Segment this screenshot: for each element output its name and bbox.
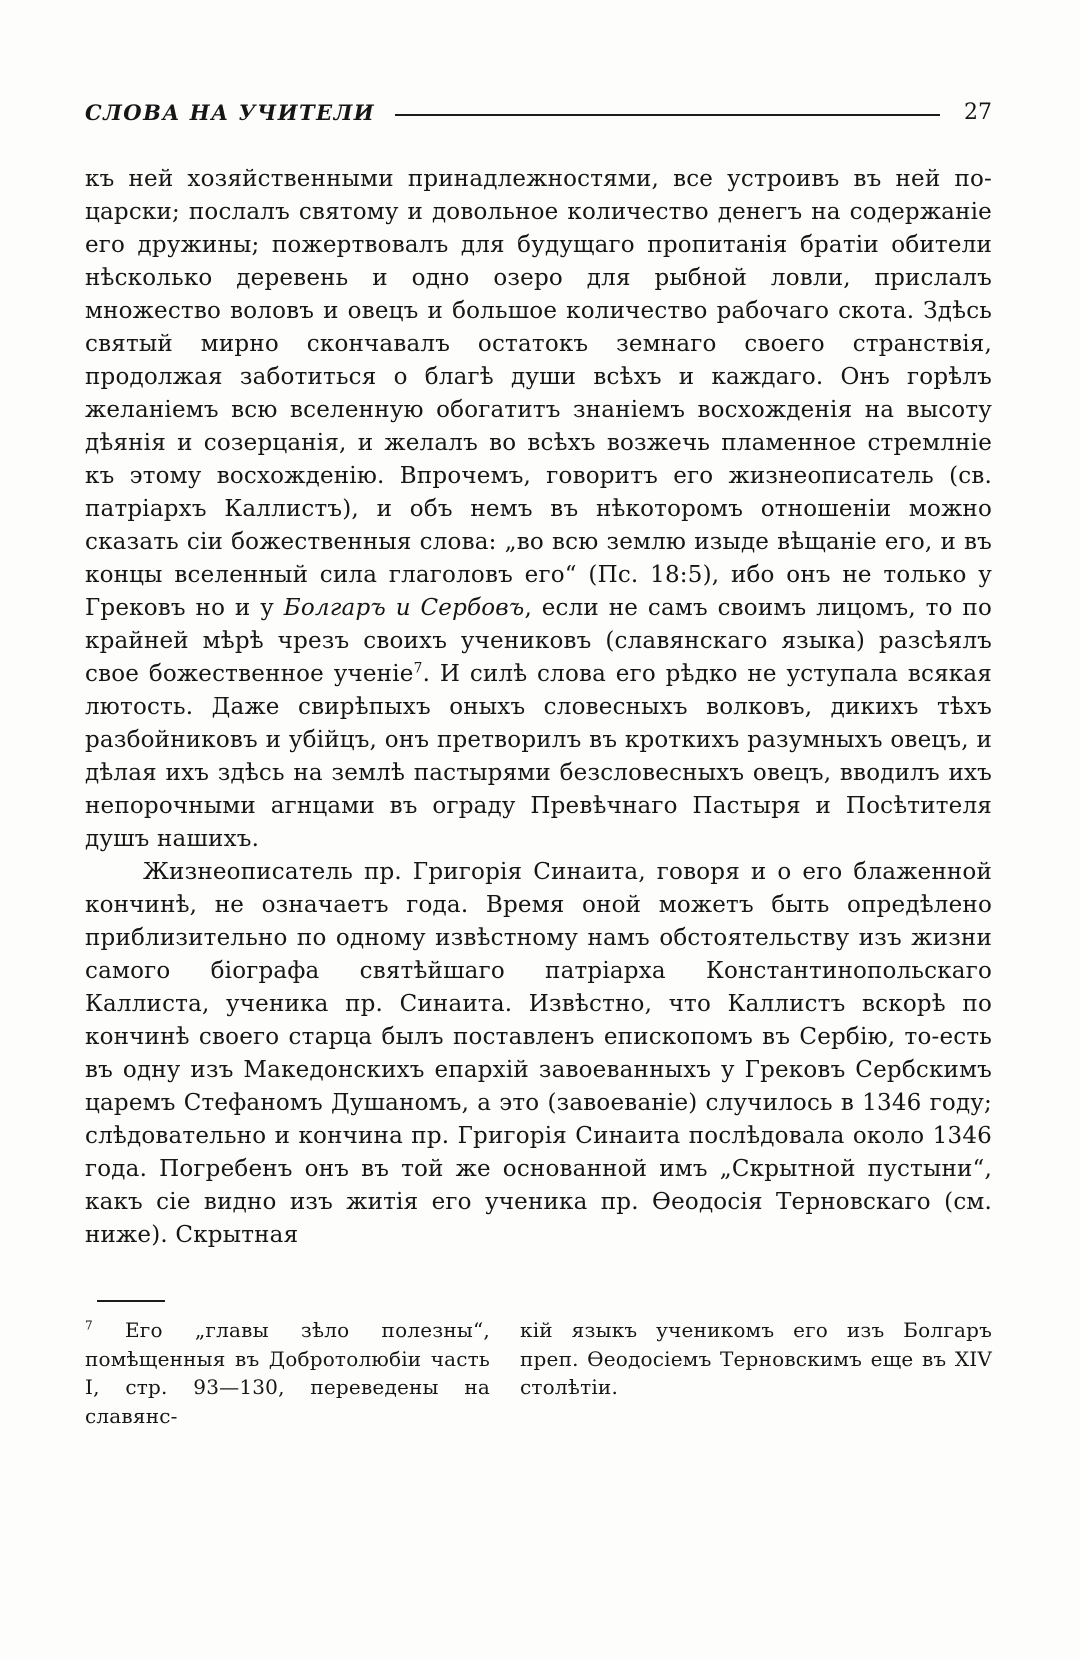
footnote-right-column: [520, 1316, 992, 1430]
text-run: Болгаръ и Сербовъ: [283, 595, 525, 621]
text-run: Его „главы зѣло полезны“, помѣщенныя въ Добротолюбіи часть I, стр. 93—130, переведены на славянс-: [85, 1318, 490, 1428]
paragraph: [85, 856, 992, 1252]
text-run: . И силѣ слова его рѣдко не уступала всякая лютость. Даже свирѣпыхъ оныхъ словесныхъ волковъ, дикихъ тѣхъ разбойниковъ и убійцъ, онъ претворилъ въ кроткихъ разумныхъ овецъ, и дѣлая ихъ здѣсь на землѣ пастырями безсловесныхъ овецъ, вводилъ ихъ непорочными агнцами въ ограду Превѣчнаго Пастыря и Посѣтителя душъ нашихъ.: [85, 661, 992, 852]
footnote-marker: 7: [85, 1318, 93, 1333]
footnote-left-column: [85, 1316, 490, 1430]
text-run: , если не самъ своимъ лицомъ, то по крайней мѣрѣ чрезъ своихъ учениковъ (славянскаго языка) разсѣялъ свое божественное ученіе: [85, 595, 993, 687]
page-header: [85, 100, 992, 125]
body-text: [85, 163, 992, 1252]
footnote-marker: 7: [413, 660, 423, 677]
footnote-columns: [85, 1316, 992, 1430]
paragraph: [85, 163, 992, 856]
page-number: 27: [964, 100, 992, 125]
text-run: Жизнеописатель пр. Григорія Синаита, говоря и о его блаженной кончинѣ, не означаетъ года. Время оной можетъ быть опредѣлено приблизительно по одному извѣстному намъ обстоятельству изъ жизни самого біографа святѣйшаго патріарха Константинопольскаго Каллиста, ученика пр. Синаита. Извѣстно, что Каллистъ вскорѣ по кончинѣ своего старца былъ поставленъ епископомъ въ Сербію, то-есть въ одну изъ Македонскихъ епархій завоеванныхъ у Грековъ Сербскимъ царемъ Стефаномъ Душаномъ, а это (завоеваніе) случилось в 1346 году; слѣдовательно и кончина пр. Григорія Синаита послѣдовала около 1346 года. Погребенъ онъ въ той же основанной имъ „Скрытной пустыни“, какъ сіе видно изъ житія его ученика пр. Ѳеодосія Терновскаго (см. ниже). Скрытная: [85, 859, 992, 1248]
footnotes-section: [85, 1300, 992, 1430]
header-rule: [395, 114, 940, 116]
text-run: кій языкъ ученикомъ его изъ Болгаръ преп. Ѳеодосіемъ Терновскимъ еще въ XIV столѣтіи.: [520, 1318, 992, 1399]
footnote-rule: [97, 1300, 165, 1302]
text-run: къ ней хозяйственными принадлежностями, все устроивъ въ ней по-царски; послалъ святому и довольное количество денегъ на содержаніе его дружины; пожертвовалъ для будущаго пропитанія братіи обители нѣсколько деревень и одно озеро для рыбной ловли, прислалъ множество воловъ и овецъ и большое количество рабочаго скота. Здѣсь святый мирно скончавалъ остатокъ земнаго своего странствія, продолжая заботиться о благѣ души всѣхъ и каждаго. Онъ горѣлъ желаніемъ всю вселенную обогатитъ знаніемъ восхожденія на высоту дѣянія и созерцанія, и желалъ во всѣхъ возжечь пламенное стремлніе къ этому восхожденію. Впрочемъ, говоритъ его жизнеописатель (св. патріархъ Каллистъ), и объ немъ въ нѣкоторомъ отношеніи можно сказать сіи божественныя слова: „во всю землю изыде вѣщаніе его, и въ концы вселенный сила глаголовъ его“ (Пс. 18:5), ибо онъ не только у Грековъ но и у: [85, 166, 992, 621]
running-title: СЛОВА НА УЧИТЕЛИ: [85, 100, 376, 125]
